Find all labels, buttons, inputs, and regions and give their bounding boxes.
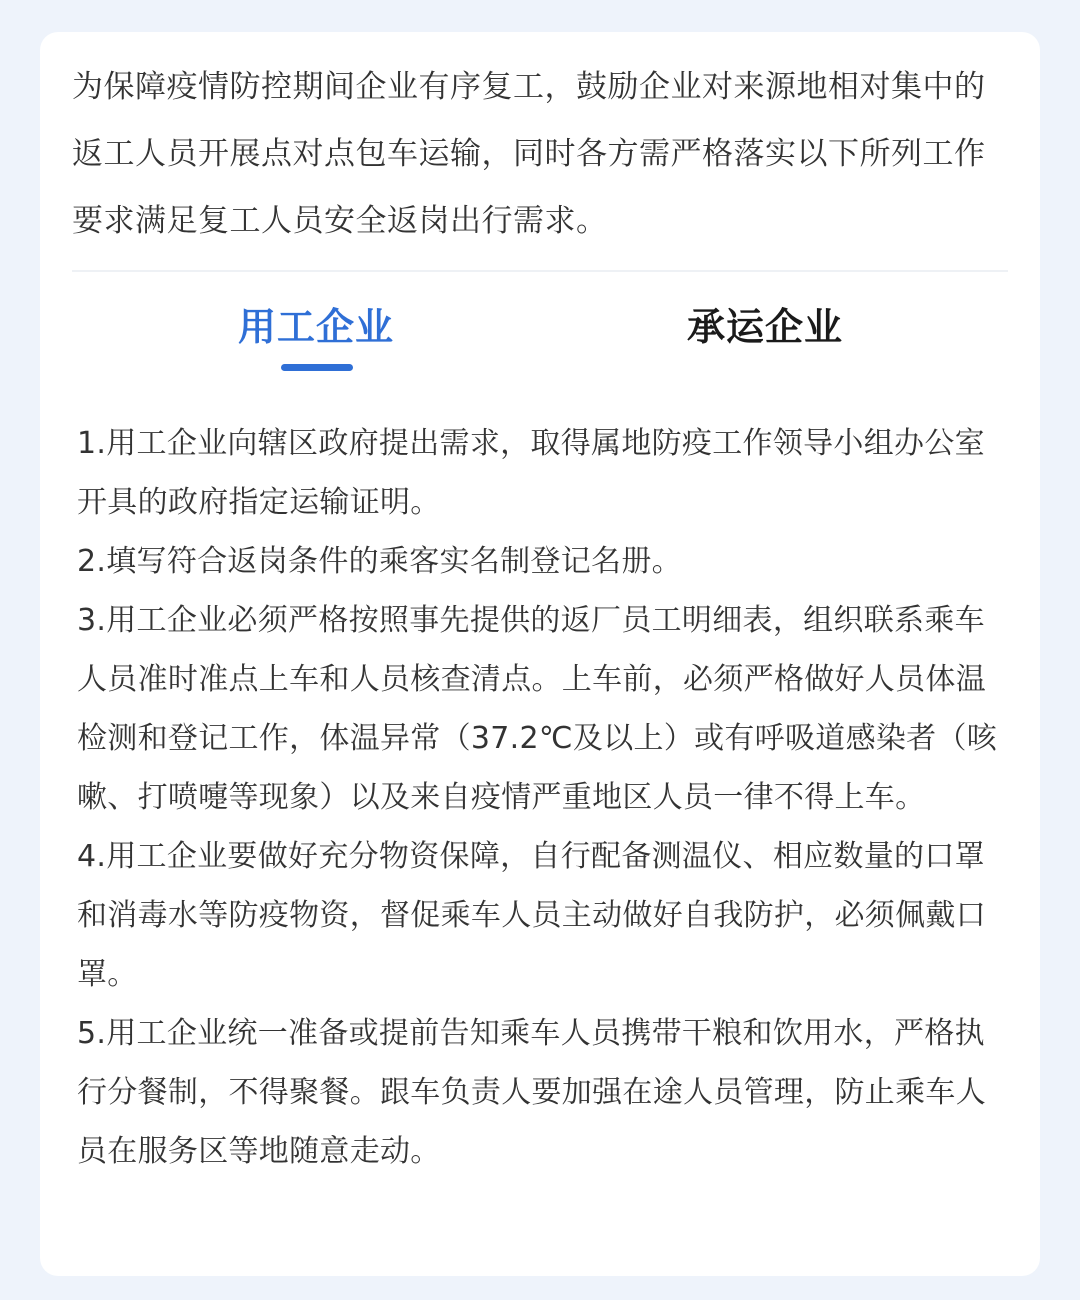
list-item: 5.用工企业统一准备或提前告知乘车人员携带干粮和饮用水，严格执行分餐制，不得聚餐。跟车负责人要加强在途人员管理，防止乘车人员在服务区等地随意走动。 [77,1016,986,1169]
tab-carrier-label: 承运企业 [686,305,843,349]
content-card [40,32,1040,1276]
requirements-list [77,414,1009,1181]
tab-carrier[interactable] [635,302,895,352]
list-item: 4.用工企业要做好充分物资保障，自行配备测温仪、相应数量的口罩和消毒水等防疫物资，督促乘车人员主动做好自我防护，必须佩戴口罩。 [77,839,986,992]
tab-employer[interactable] [186,302,446,352]
list-item: 2.填写符合返岗条件的乘客实名制登记名册。 [77,544,682,579]
list-item: 3.用工企业必须严格按照事先提供的返厂员工明细表，组织联系乘车人员准时准点上车和人员核查清点。上车前，必须严格做好人员体温检测和登记工作，体温异常（37.2℃及以上）或有呼吸道感染者（咳嗽、打喷嚏等现象）以及来自疫情严重地区人员一律不得上车。 [77,603,998,815]
intro-text: 为保障疫情防控期间企业有序复工，鼓励企业对来源地相对集中的返工人员开展点对点包车运输，同时各方需严格落实以下所列工作要求满足复工人员安全返岗出行需求。 [72,69,986,239]
tab-bar [40,302,1040,382]
divider [72,270,1008,272]
active-tab-indicator [281,364,353,371]
tab-employer-label: 用工企业 [237,305,394,349]
list-item: 1.用工企业向辖区政府提出需求，取得属地防疫工作领导小组办公室开具的政府指定运输证明。 [77,426,985,520]
